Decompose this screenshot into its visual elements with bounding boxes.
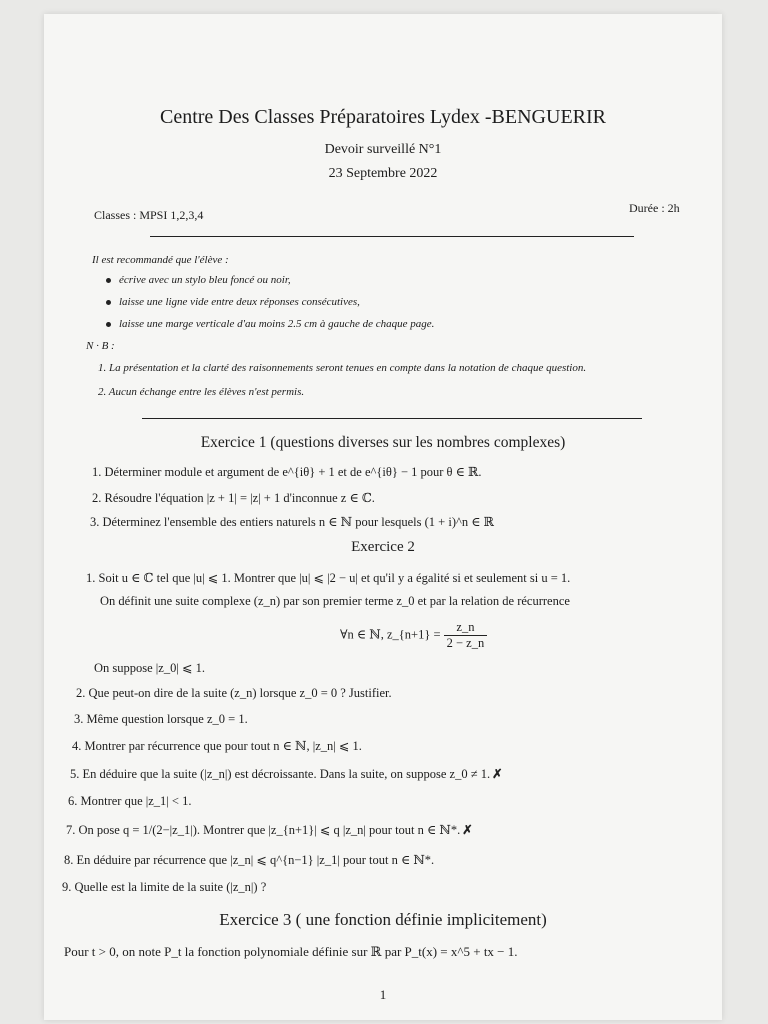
instruction-item: laisse une ligne vide entre deux réponses consécutives, — [106, 296, 360, 308]
exercise2-title: Exercice 2 — [351, 539, 415, 555]
exercise2-item: 6. Montrer que |z_1| < 1. — [68, 794, 192, 808]
recurrence-formula: ∀n ∈ ℕ, z_{n+1} = $\frac{z\_n}{2 - z\_n}$ — [340, 620, 487, 651]
header-divider — [150, 236, 634, 237]
instruction-item: laisse une marge verticale d'au moins 2.5 cm à gauche de chaque page. — [106, 318, 434, 330]
bullet-icon — [106, 322, 111, 327]
bullet-icon — [106, 300, 111, 305]
exam-date: 23 Septembre 2022 — [328, 166, 438, 181]
exercise2-item: 4. Montrer par récurrence que pour tout n ∈ ℕ, |z_n| ⩽ 1. — [72, 739, 362, 753]
nb-label: N · B : — [86, 340, 115, 352]
document-page — [44, 14, 722, 1020]
formula-fraction: $\frac{z\_n}{2 - z\_n}$ — [444, 620, 488, 651]
exercise2-item: 5. En déduire que la suite (|z_n|) est décroissante. Dans la suite, on suppose z_0 ≠ 1. ✗ — [70, 767, 503, 781]
instruction-item: écrive avec un stylo bleu foncé ou noir, — [106, 274, 291, 286]
exercise2-item: 7. On pose q = 1/(2−|z_1|). Montrer que |z_{n+1}| ⩽ q |z_n| pour tout n ∈ ℕ*. ✗ — [66, 823, 473, 837]
exercise1-item: 1. Déterminer module et argument de e^{iθ} + 1 et de e^{iθ} − 1 pour θ ∈ ℝ. — [92, 465, 482, 479]
exercise2-definition: On définit une suite complexe (z_n) par son premier terme z_0 et par la relation de récurrence — [100, 594, 570, 608]
page-number: 1 — [379, 987, 387, 1002]
classes-label: Classes : MPSI 1,2,3,4 — [94, 208, 204, 222]
instructions-intro: Il est recommandé que l'élève : — [92, 254, 229, 266]
exercise2-item: 8. En déduire par récurrence que |z_n| ⩽ q^{n−1} |z_1| pour tout n ∈ ℕ*. — [64, 853, 435, 867]
instructions-divider — [142, 418, 642, 419]
exam-title: Devoir surveillé N°1 — [324, 142, 442, 157]
exercise2-item: 2. Que peut-on dire de la suite (z_n) lorsque z_0 = 0 ? Justifier. — [76, 686, 392, 700]
bullet-icon — [106, 278, 111, 283]
exercise3-intro: Pour t > 0, on note P_t la fonction polynomiale définie sur ℝ par P_t(x) = x^5 + tx − 1. — [64, 944, 518, 959]
institution-title: Centre Des Classes Préparatoires Lydex -BENGUERIR — [159, 106, 606, 128]
exercise2-assumption: On suppose |z_0| ⩽ 1. — [94, 661, 205, 675]
exercise1-item: 2. Résoudre l'équation |z + 1| = |z| + 1 d'inconnue z ∈ ℂ. — [92, 491, 375, 505]
exercise2-question-1: 1. Soit u ∈ ℂ tel que |u| ⩽ 1. Montrer que |u| ⩽ |2 − u| et qu'il y a égalité si et seulement si u = 1. — [86, 571, 571, 585]
nb-item: 2. Aucun échange entre les élèves n'est permis. — [98, 386, 305, 398]
exercise2-item: 3. Même question lorsque z_0 = 1. — [74, 712, 248, 726]
exercise2-item: 9. Quelle est la limite de la suite (|z_n|) ? — [62, 880, 267, 894]
exercise1-item: 3. Déterminez l'ensemble des entiers naturels n ∈ ℕ pour lesquels (1 + i)^n ∈ ℝ — [90, 515, 494, 529]
handwritten-cross-icon: ✗ — [492, 767, 503, 781]
exercise3-title: Exercice 3 ( une fonction définie implicitement) — [219, 910, 547, 929]
nb-item: 1. La présentation et la clarté des raisonnements seront tenues en compte dans la notation de chaque question. — [98, 362, 587, 374]
exercise1-title: Exercice 1 (questions diverses sur les nombres complexes) — [200, 434, 566, 451]
handwritten-cross-icon: ✗ — [462, 823, 473, 837]
duration-label: Durée : 2h — [629, 201, 680, 215]
